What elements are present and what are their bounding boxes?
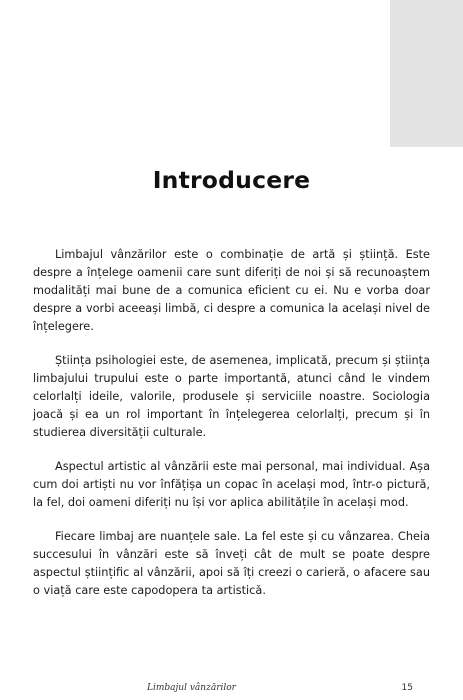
paragraph-2: Știința psihologiei este, de asemenea, implicată, precum și știința limbajului trupului este o parte importantă, atunci când le vindem celorlalți ideile, valorile, produsele și serviciile noastre. Sociologia joacă și ea un rol important în înțelegerea celorlalți, precum și în studierea diversității culturale. (33, 354, 430, 439)
paragraph-4: Fiecare limbaj are nuanțele sale. La fel este și cu vânzarea. Cheia succesului în vânzări este să înveți cât de mult se poate despre aspectul științific al vânzării, apoi să îți creezi o carieră, o afacere sau o viață care este capodopera ta artistică. (33, 530, 430, 597)
chapter-title: Introducere (152, 166, 311, 194)
paragraph-3: Aspectul artistic al vânzării este mai personal, mai individual. Așa cum doi artiști nu vor înfățișa un copac în același mod, într-o pictură, la fel, doi oameni diferiți nu își vor aplica abilitățile în același mod. (33, 460, 430, 509)
paragraph-1: Limbajul vânzărilor este o combinație de artă și știință. Este despre a înțelege oamenii care sunt diferiți de noi și să recunoaștem modalități mai bune de a comunica eficient cu ei. Nu e vorba doar despre a vorbi aceeași limbă, ci despre a comunica la același nivel de înțelegere. (33, 248, 430, 333)
body-text (33, 246, 430, 616)
running-title: Limbajul vânzărilor (147, 683, 236, 693)
corner-tab (390, 0, 463, 147)
page-number: 15 (401, 683, 413, 693)
